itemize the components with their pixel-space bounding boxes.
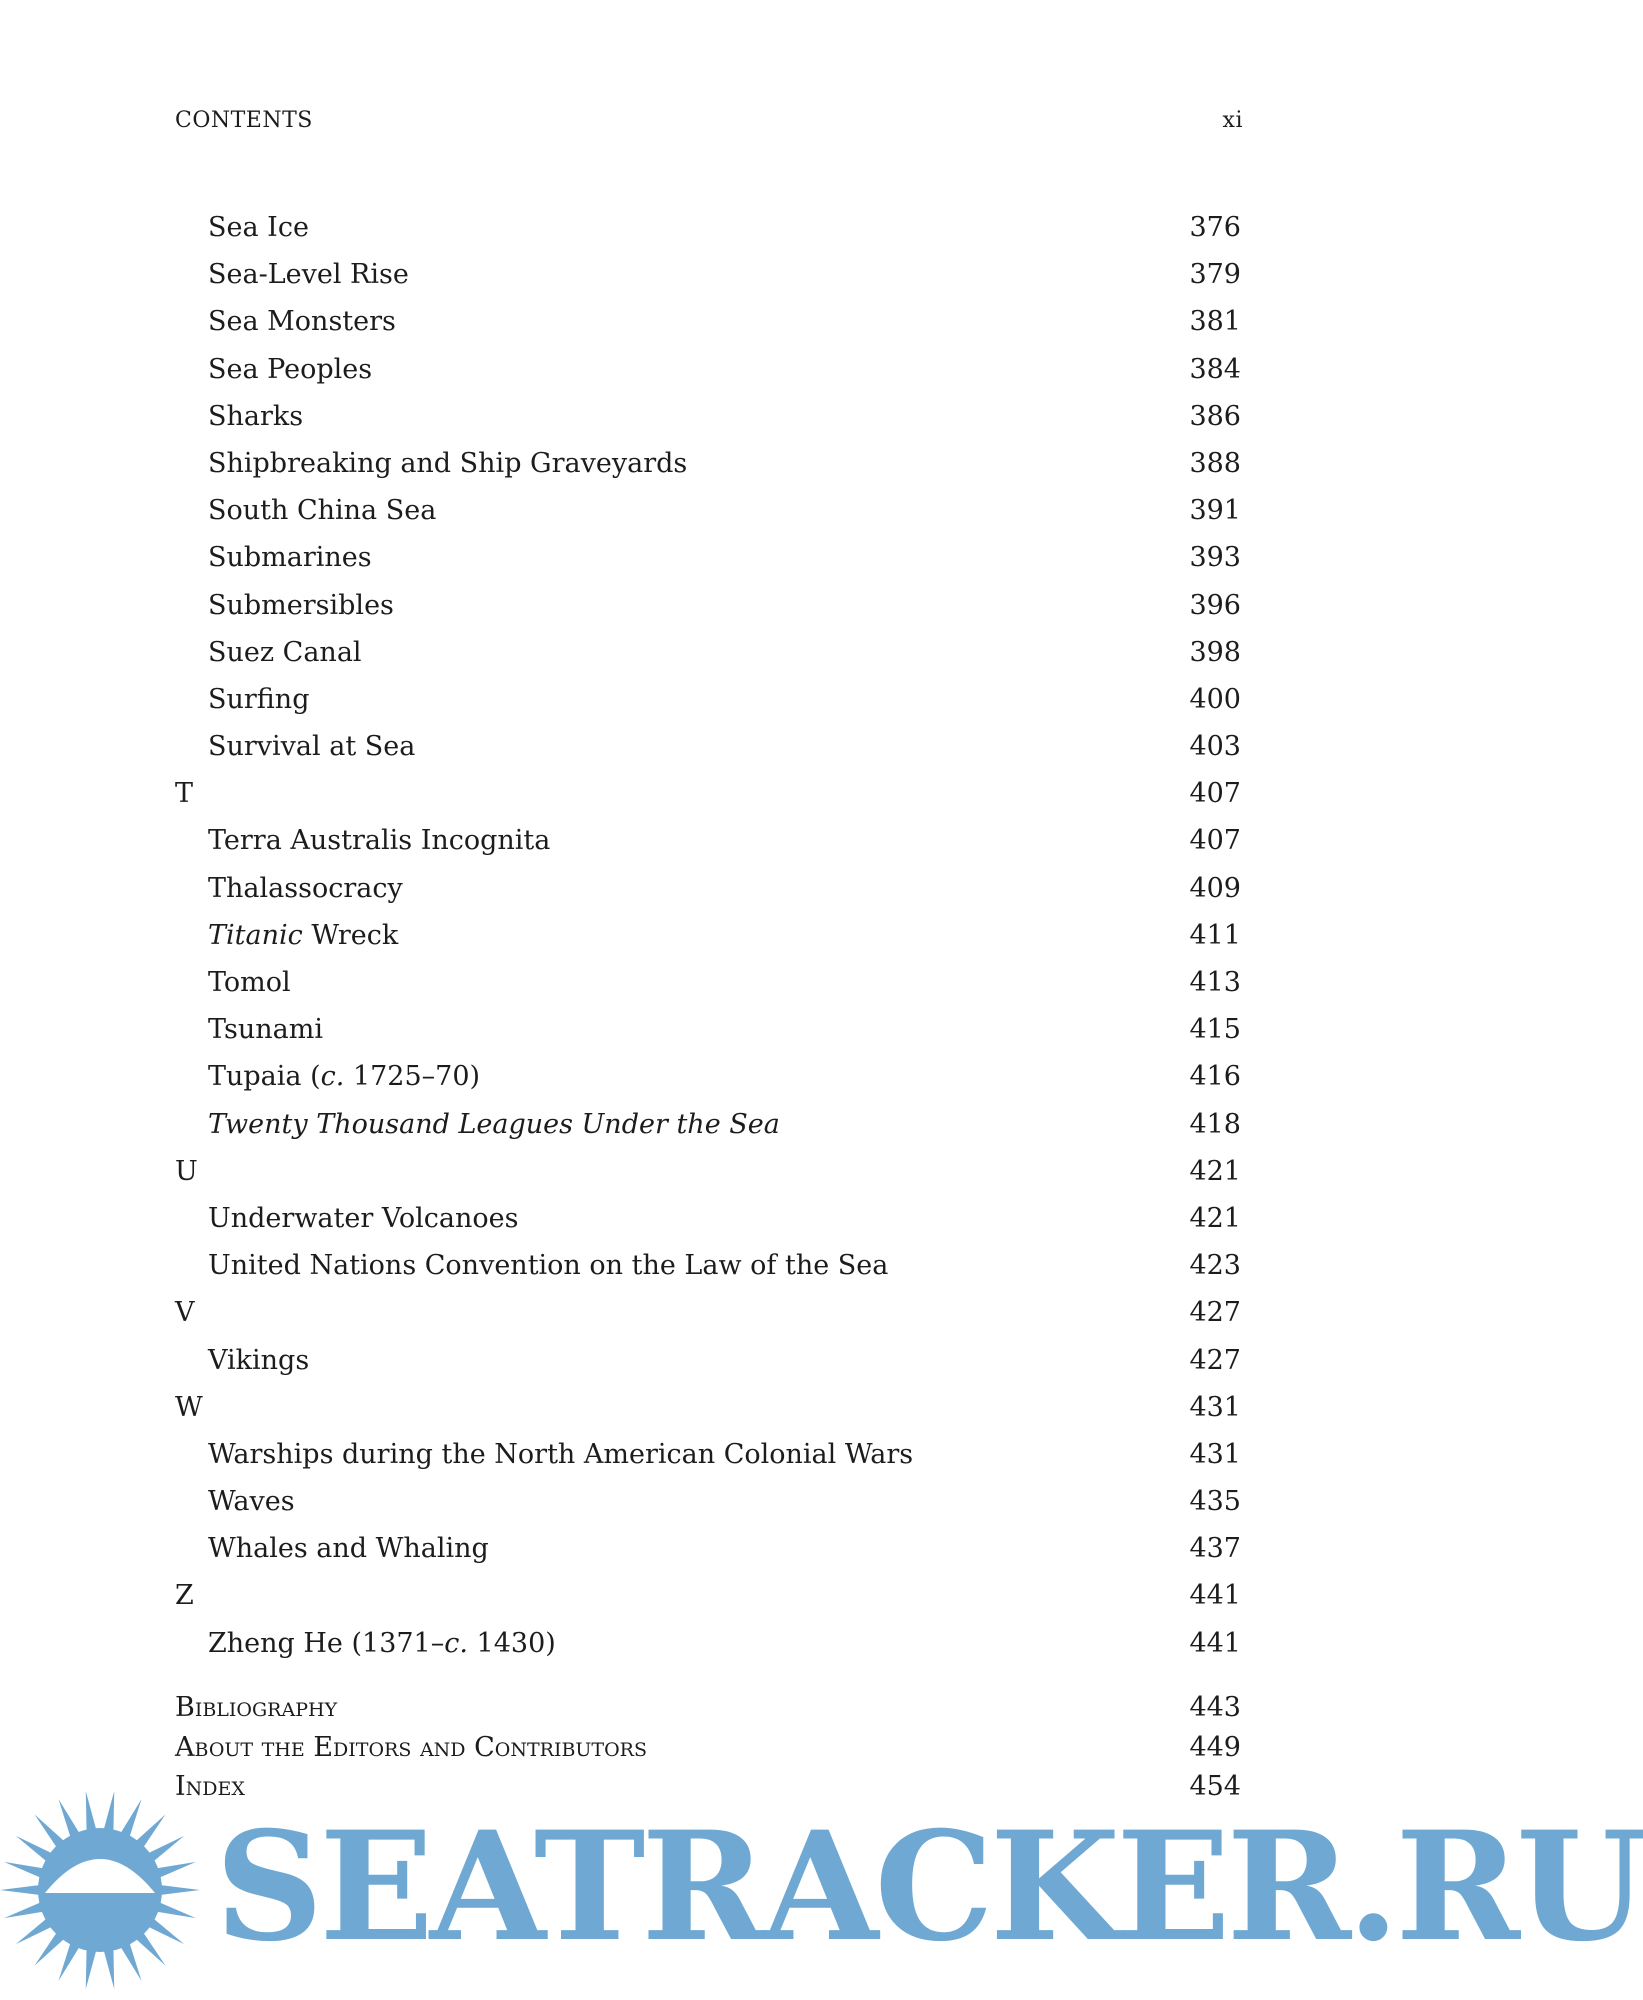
- toc-entry-title-italic: Titanic: [208, 919, 303, 951]
- toc-letter-heading: V: [175, 1297, 195, 1329]
- toc-entry[interactable]: [175, 1341, 1241, 1388]
- toc-entry-page: 376: [1189, 212, 1241, 243]
- toc-entry-title: Terra Australis Incognita: [208, 825, 551, 857]
- toc-entry[interactable]: [175, 1435, 1241, 1482]
- toc-entry[interactable]: [175, 397, 1241, 444]
- toc-entry-page: 396: [1189, 589, 1241, 621]
- toc-entry[interactable]: [175, 208, 1241, 255]
- toc-entry-page: 398: [1189, 636, 1241, 668]
- toc-entry[interactable]: [175, 538, 1241, 585]
- toc-entry-title: Warships during the North American Colonial Wars: [208, 1438, 914, 1470]
- toc-entry-page: 388: [1189, 447, 1241, 479]
- toc-entry-title: [208, 1105, 780, 1145]
- toc-entry[interactable]: [175, 1010, 1241, 1057]
- toc-entry[interactable]: [175, 1199, 1241, 1246]
- toc-entry-title: Waves: [208, 1486, 295, 1518]
- backmatter-page: 454: [1189, 1771, 1241, 1802]
- toc-entry[interactable]: [175, 350, 1241, 397]
- toc-entry-page: 400: [1189, 683, 1241, 715]
- toc-entry-title-rest: Wreck: [302, 919, 399, 951]
- toc-entry[interactable]: [175, 916, 1241, 963]
- toc-entry-title: Suez Canal: [208, 636, 362, 668]
- toc-entry-title-rest: 1725–70): [344, 1061, 481, 1093]
- toc-entry-page: 421: [1189, 1155, 1241, 1187]
- toc-entry[interactable]: [175, 1624, 1241, 1671]
- toc-entry-title: [208, 1057, 480, 1097]
- toc-entry-page: 413: [1189, 967, 1241, 998]
- toc-entry-title: South China Sea: [208, 495, 437, 527]
- toc-entry-title: Thalassocracy: [208, 872, 403, 904]
- toc-entry-title: United Nations Convention on the Law of the Sea: [208, 1250, 889, 1282]
- toc-section-letter[interactable]: [175, 1152, 1241, 1199]
- toc-entry-title: Sea-Level Rise: [208, 259, 409, 291]
- toc-entry-page: 381: [1189, 306, 1241, 338]
- running-head: [175, 108, 1243, 142]
- toc-entry-title-rest: 1430): [467, 1627, 556, 1659]
- toc-entry-page: 421: [1189, 1202, 1241, 1234]
- toc-entry-title-italic: Twenty Thousand Leagues Under the Sea: [208, 1108, 780, 1140]
- toc-entry-page: 407: [1189, 778, 1241, 810]
- backmatter-entry[interactable]: [175, 1730, 1241, 1770]
- toc-section-letter[interactable]: [175, 774, 1241, 821]
- toc-entry-title-italic: c.: [444, 1627, 468, 1659]
- backmatter-entry[interactable]: [175, 1690, 1241, 1730]
- toc-entry[interactable]: [175, 444, 1241, 491]
- toc-section-letter[interactable]: [175, 1293, 1241, 1340]
- toc-entry-page: 431: [1189, 1391, 1241, 1423]
- toc-entry-page: 431: [1189, 1438, 1241, 1470]
- toc-entry-title: Vikings: [208, 1344, 310, 1376]
- backmatter-title: About the Editors and Contributors: [175, 1731, 648, 1763]
- toc-entry-title: [208, 1624, 556, 1664]
- toc-entry-title: Tsunami: [208, 1014, 324, 1046]
- toc-entry[interactable]: [175, 1529, 1241, 1576]
- toc-entry-title: [208, 916, 398, 956]
- toc-entry-title-pre: Tupaia (: [208, 1061, 321, 1093]
- toc-entry-page: 423: [1189, 1250, 1241, 1282]
- toc-letter-heading: W: [175, 1391, 203, 1423]
- toc-entry-title: Sharks: [208, 400, 304, 432]
- toc-entry[interactable]: [175, 586, 1241, 633]
- backmatter-title: Bibliography: [175, 1692, 338, 1723]
- toc-entry-page: 407: [1189, 825, 1241, 857]
- backmatter-page: 443: [1189, 1692, 1241, 1723]
- watermark: [0, 1785, 1643, 2000]
- toc-entry-title-italic: c.: [320, 1061, 345, 1093]
- toc-entry[interactable]: [175, 821, 1241, 868]
- toc-entry[interactable]: [175, 1057, 1241, 1104]
- sun-logo-icon: [0, 1785, 210, 2000]
- toc-entry-title: Underwater Volcanoes: [208, 1202, 519, 1234]
- toc-section-letter[interactable]: [175, 1388, 1241, 1435]
- toc-entry[interactable]: [175, 727, 1241, 774]
- toc-entry-page: 379: [1189, 259, 1241, 291]
- toc-entry-page: 416: [1189, 1061, 1241, 1093]
- toc-entry-page: 415: [1189, 1014, 1241, 1046]
- toc-entry[interactable]: [175, 963, 1241, 1010]
- watermark-text: SEATRACKER.RU: [215, 1799, 1643, 1975]
- toc-letter-heading: Z: [175, 1580, 194, 1612]
- toc-entry-page: 403: [1189, 731, 1241, 763]
- toc-entry-title: Surfing: [208, 683, 310, 715]
- toc-entry-title: Shipbreaking and Ship Graveyards: [208, 447, 688, 479]
- toc-entry-page: 409: [1189, 872, 1241, 904]
- toc-entry-page: 435: [1189, 1486, 1241, 1518]
- toc-entry-page: 391: [1189, 495, 1241, 527]
- toc-entry-page: 441: [1189, 1627, 1241, 1659]
- toc-entry-title: Submersibles: [208, 589, 394, 621]
- toc-entry[interactable]: [175, 491, 1241, 538]
- toc-entry-page: 418: [1189, 1108, 1241, 1140]
- toc-entry-title: Sea Monsters: [208, 306, 396, 338]
- toc-section-letter[interactable]: [175, 1576, 1241, 1623]
- page-title: CONTENTS: [175, 108, 313, 133]
- toc-entry-page: 384: [1189, 353, 1241, 385]
- page-number: xi: [1222, 108, 1243, 133]
- toc-entry-title: Whales and Whaling: [208, 1533, 489, 1565]
- toc-entry-title: Survival at Sea: [208, 731, 416, 763]
- table-of-contents: [175, 208, 1241, 1671]
- toc-entry-title: Sea Peoples: [208, 353, 373, 385]
- toc-entry[interactable]: [175, 1246, 1241, 1293]
- toc-entry[interactable]: [175, 680, 1241, 727]
- toc-entry[interactable]: [175, 633, 1241, 680]
- toc-entry-page: 441: [1189, 1580, 1241, 1612]
- toc-entry-title: Tomol: [208, 967, 291, 998]
- toc-entry-title-pre: Zheng He (1371–: [208, 1627, 445, 1659]
- toc-letter-heading: T: [175, 778, 194, 810]
- toc-entry[interactable]: [175, 1482, 1241, 1529]
- toc-entry[interactable]: [175, 255, 1241, 302]
- toc-entry[interactable]: [175, 869, 1241, 916]
- toc-entry-page: 386: [1189, 400, 1241, 432]
- toc-entry-page: 427: [1189, 1344, 1241, 1376]
- toc-entry-page: 393: [1189, 542, 1241, 574]
- toc-entry-page: 411: [1189, 919, 1241, 951]
- toc-entry-page: 427: [1189, 1297, 1241, 1329]
- toc-entry-title: Sea Ice: [208, 212, 309, 243]
- toc-letter-heading: U: [175, 1155, 198, 1187]
- backmatter-title: Index: [175, 1771, 245, 1802]
- toc-entry[interactable]: [175, 302, 1241, 349]
- backmatter-page: 449: [1189, 1731, 1241, 1763]
- toc-entry-title: Submarines: [208, 542, 372, 574]
- toc-entry-page: 437: [1189, 1533, 1241, 1565]
- toc-entry[interactable]: [175, 1105, 1241, 1152]
